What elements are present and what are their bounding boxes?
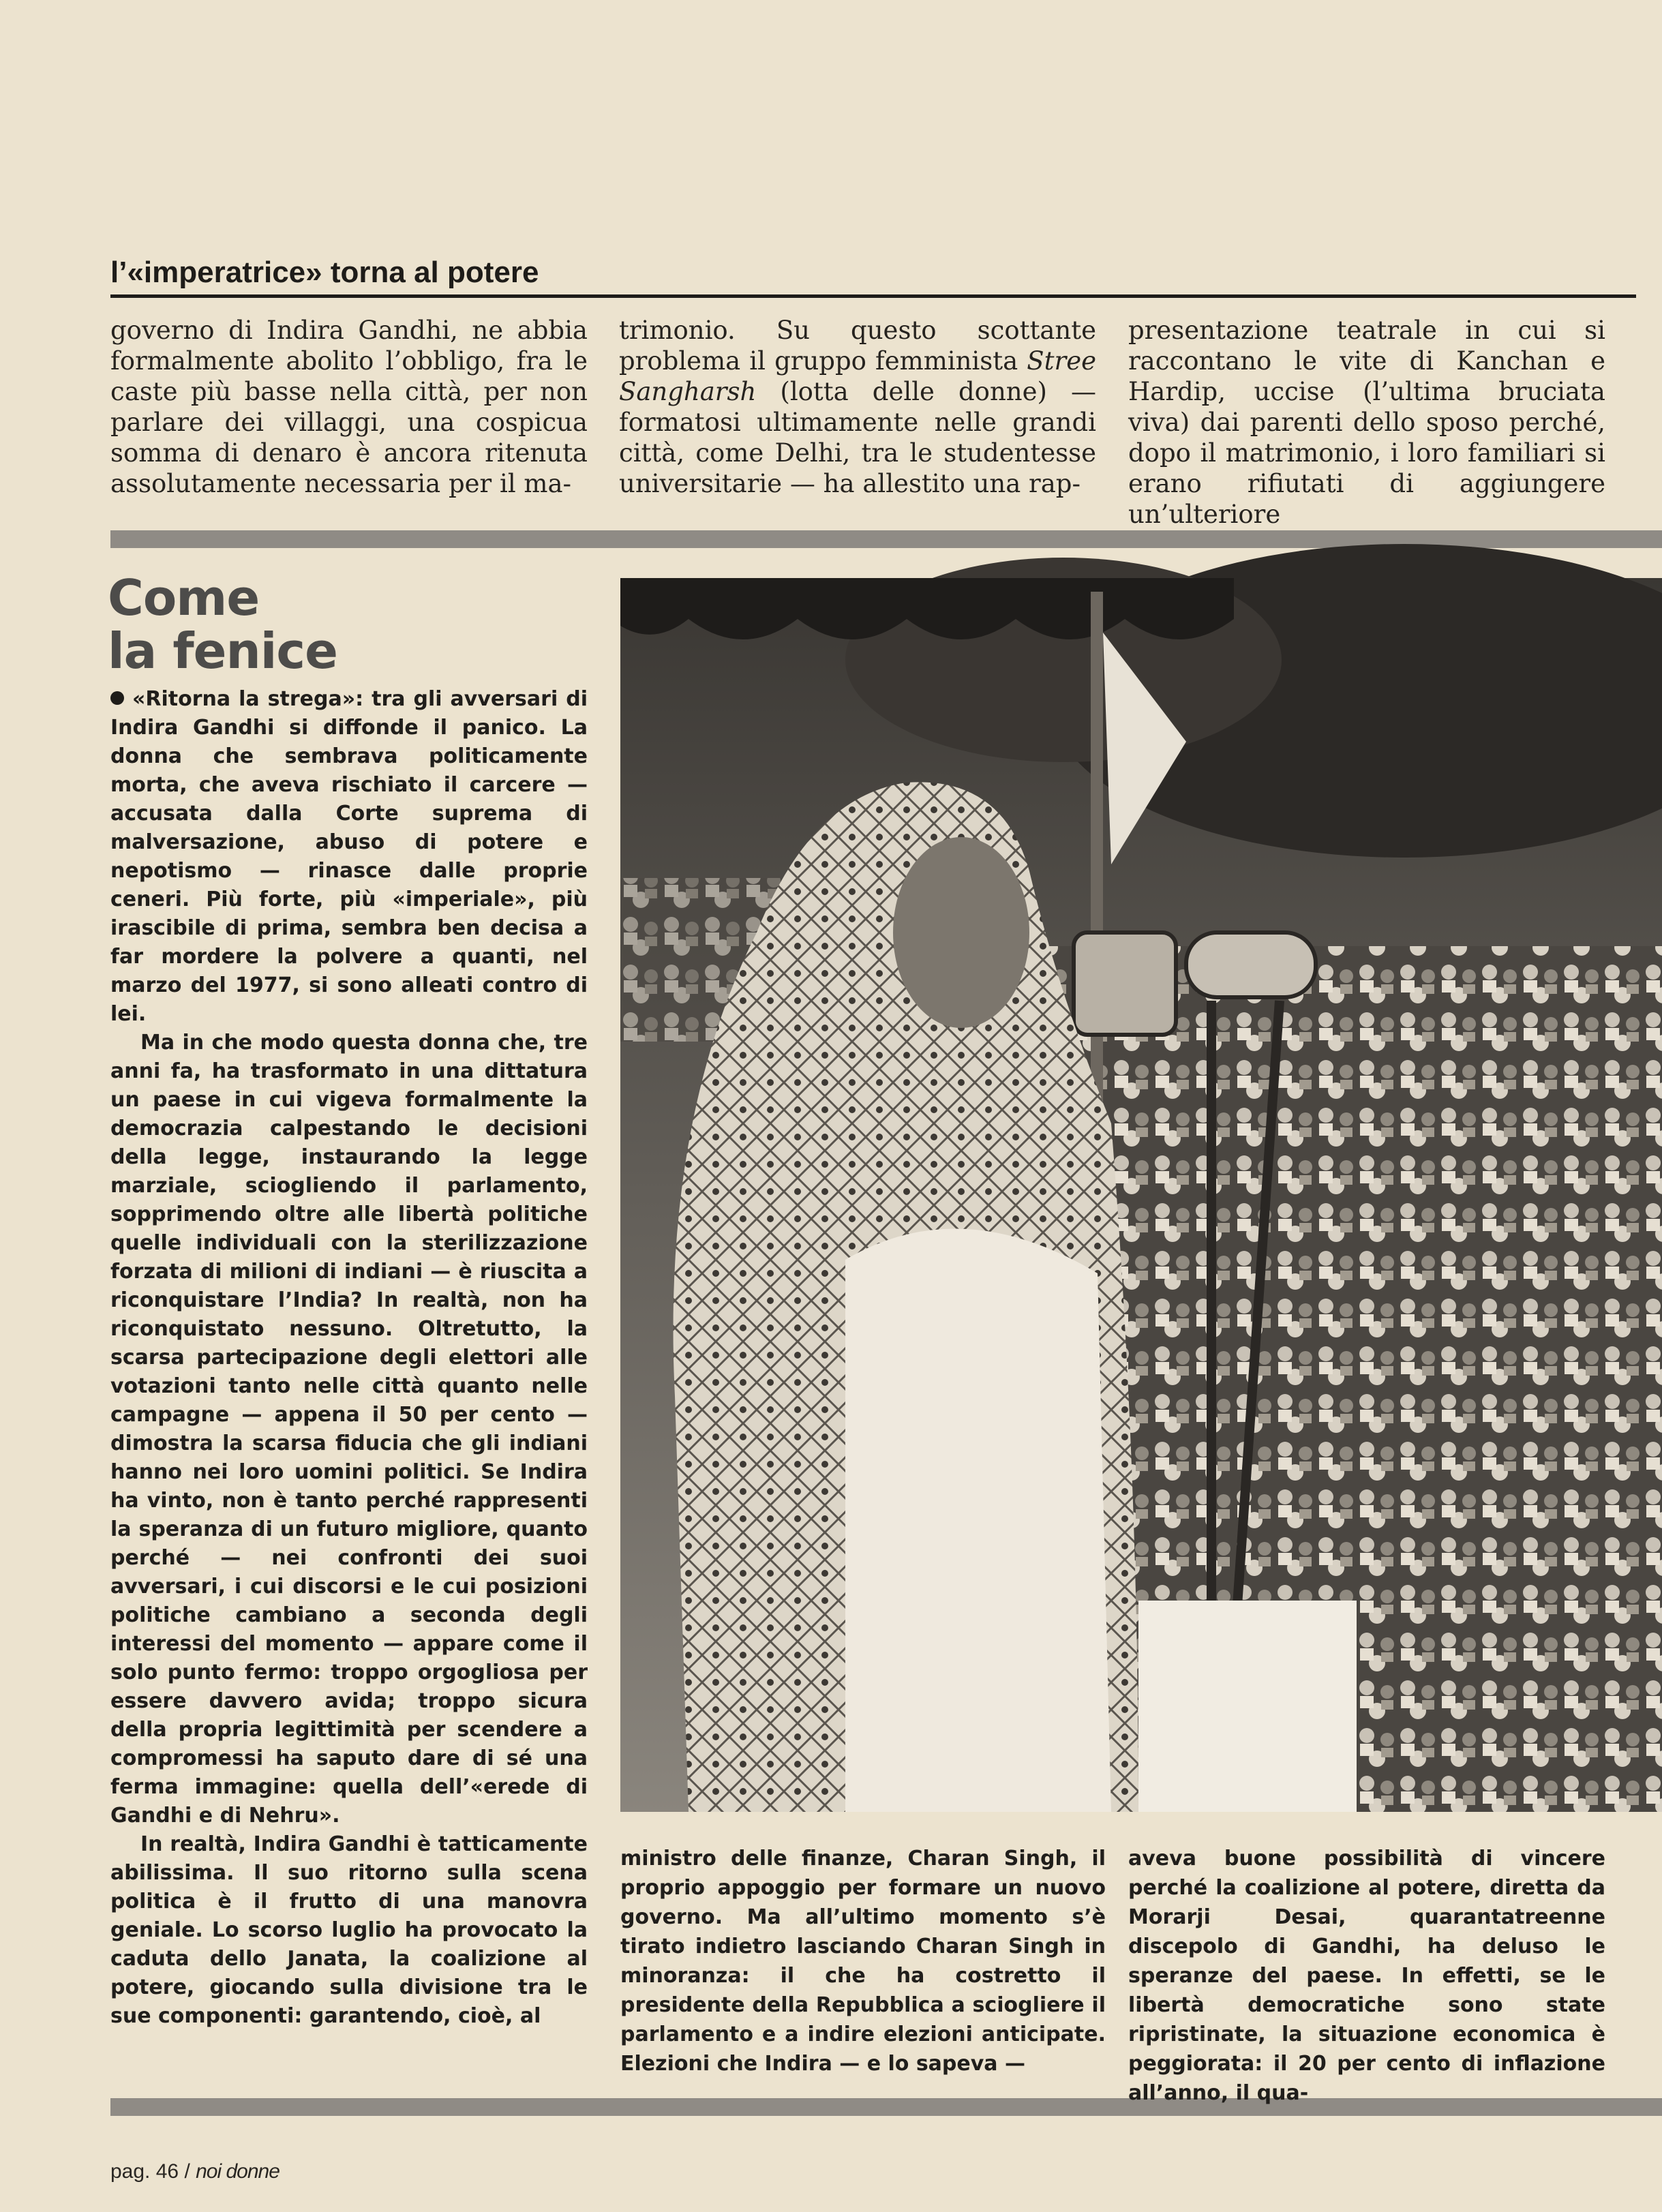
article-body-right <box>1128 1844 1605 2105</box>
footer-separator: / <box>184 2160 190 2183</box>
article-paragraph-3: In realtà, Indira Gandhi è tatticamente abilissima. Il suo ritorno sulla scena politica è il frutto di una manovra geniale. Lo scorso luglio ha provocato la caduta dello Janata, la coalizione al potere, giocando sulla divisione tra le sue componenti: garantendo, cioè, al <box>110 1832 588 2028</box>
article-title-line-1: Come <box>108 569 260 626</box>
top-column-1 <box>110 315 588 499</box>
article-continuation-2: ministro delle finanze, Charan Singh, il proprio appoggio per formare un nuovo governo. Ma all’ultimo momento s’è tirato indietro lasciando Charan Singh in minoranza: il che ha costretto il presidente della Repubblica a sciogliere il parlamento e a indire elezioni anticipate. Elezioni che Indira — e lo sapeva — <box>620 1847 1106 2076</box>
bullet-icon <box>110 691 124 705</box>
top-column-3 <box>1128 315 1605 529</box>
header-rule <box>110 294 1636 298</box>
article-continuation-3: aveva buone possibilità di vincere perché la coalizione al potere, diretta da Morarji Desai, quarantatreenne discepolo di Gandhi, ha deluso le speranze del paese. In effetti, se le libertà democratiche sono state ripristinate, la situazione economica è peggiorata: il 20 per cento di inflazione all’anno, il qua- <box>1128 1847 1605 2105</box>
top-column-2-after: (lotta delle donne) — formatosi ultimamente nelle grandi città, come Delhi, tra le studentesse universitarie — ha allestito una rap- <box>619 377 1096 498</box>
top-column-1-text: governo di Indira Gandhi, ne abbia formalmente abolito l’obbligo, fra le caste più basse nella città, per non parlare dei villaggi, una cospicua somma di denaro è ancora ritenuta assolutamente necessaria per il ma- <box>110 316 588 498</box>
photo-illustration <box>620 578 1662 1812</box>
top-column-2-text <box>619 315 1096 499</box>
top-column-3-text: presentazione teatrale in cui si raccontano le vite di Kanchan e Hardip, uccise (l’ultima bruciata viva) dai parenti dello sposo perché, dopo il matrimonio, i loro familiari si erano rifiutati di aggiungere un’ulteriore <box>1128 316 1605 529</box>
article-title <box>108 571 599 678</box>
top-column-2-italic: Stree Sangharsh <box>619 346 1096 406</box>
article-paragraph-1 <box>110 685 588 1029</box>
running-title: l’«imperatrice» torna al potere <box>110 256 539 289</box>
article-paragraph-2: Ma in che modo questa donna che, tre anni fa, ha trasformato in una dittatura un paese in cui vigeva formalmente la democrazia calpestando le decisioni della legge, instaurando la legge marziale, sciogliendo il parlamento, sopprimendo oltre alle libertà politiche quelle individuali con la sterilizzazione forzata di milioni di indiani — è riuscita a riconquistare l’India? In realtà, non ha riconquistato nessuno. Oltretutto, la scarsa partecipazione degli elettori alle votazioni tanto nelle città quanto nelle campagne — appena il 50 per cento — dimostra la scarsa fiducia che gli indiani hanno nei loro uomini politici. Se Indira ha vinto, non è tanto perché rappresenti la speranza di un futuro migliore, quanto perché — nei confronti dei suoi avversari, i cui discorsi e le cui posizioni politiche cambiano a seconda degli interessi del momento — appare come il solo punto fermo: troppo orgogliosa per essere davvero avida; troppo sicura della propria legittimità per scendere a compromessi ha saputo dare di sé una ferma immagine: quella dell’«erede di Gandhi e di Nehru». <box>110 1031 588 1828</box>
top-column-2 <box>619 315 1096 499</box>
page-footer <box>110 2158 519 2185</box>
article-title-line-2: la fenice <box>108 622 337 680</box>
article-body-left <box>110 685 588 2062</box>
rally-speech-photo <box>620 578 1662 1812</box>
page-number: pag. 46 <box>110 2160 179 2183</box>
article-paragraph-1-text: «Ritorna la strega»: tra gli avversari di Indira Gandhi si diffonde il panico. La donna che sembrava politicamente morta, che aveva rischiato il carcere — accusata dalla Corte suprema di malversazione, abuso di potere e nepotismo — rinasce dalle proprie ceneri. Più forte, più «imperiale», più irascibile di prima, sembra ben decisa a far mordere la polvere a quanti, nel marzo del 1977, si sono alleati contro di lei. <box>110 687 588 1026</box>
top-column-2-before: trimonio. Su questo scottante problema il gruppo femminista <box>619 316 1096 376</box>
magazine-brand: noi donne <box>196 2160 279 2183</box>
article-body-middle <box>620 1844 1106 2076</box>
